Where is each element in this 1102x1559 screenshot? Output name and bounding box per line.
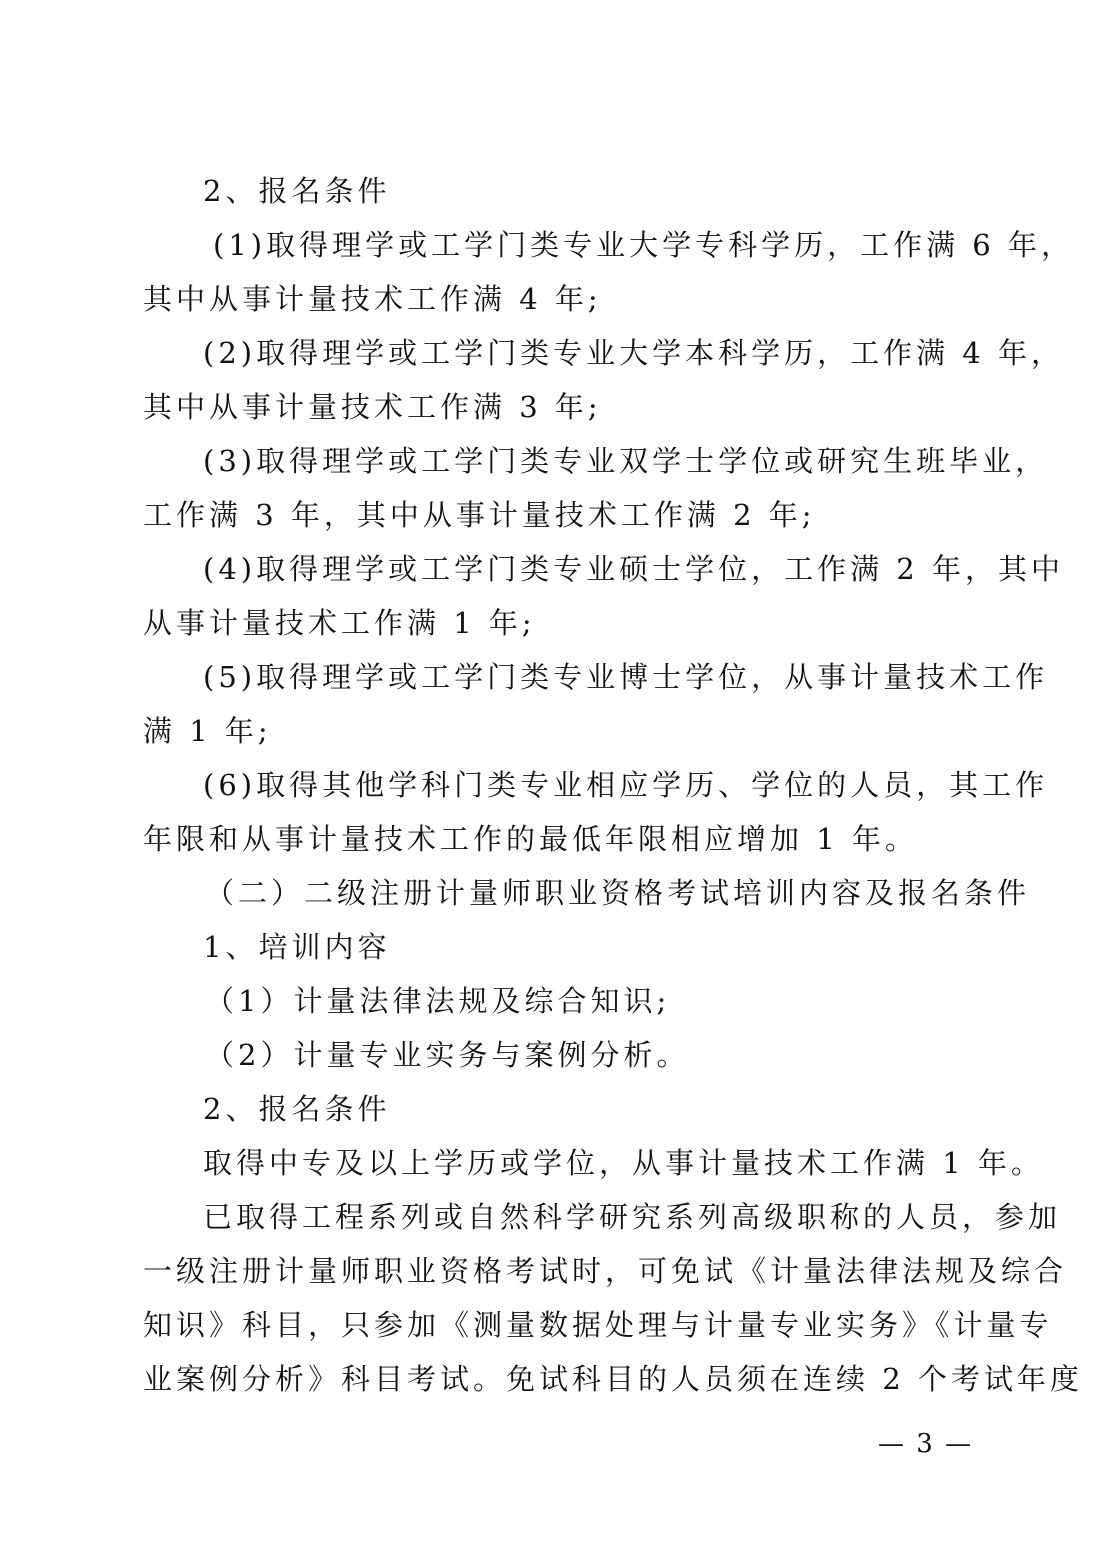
condition-3-line-2: 工作满 3 年，其中从事计量技术工作满 2 年; bbox=[143, 498, 816, 532]
exemption-line-4: 业案例分析》科目考试。免试科目的人员须在连续 2 个考试年度 bbox=[143, 1362, 1083, 1396]
condition-6-line-2: 年限和从事计量技术工作的最低年限相应增加 1 年。 bbox=[143, 822, 918, 856]
condition-1-line-1: (1)取得理学或工学门类专业大学专科学历，工作满 6 年， bbox=[213, 228, 1074, 262]
registration-condition-text: 取得中专及以上学历或学位，从事计量技术工作满 1 年。 bbox=[203, 1146, 1044, 1180]
exemption-line-1: 已取得工程系列或自然科学研究系列高级职称的人员，参加 bbox=[203, 1200, 1062, 1234]
page-number: — 3 — bbox=[878, 1429, 974, 1459]
condition-4-line-1: (4)取得理学或工学门类专业硕士学位，工作满 2 年，其中 bbox=[203, 552, 1064, 586]
heading-registration-conditions: 2、报名条件 bbox=[203, 174, 391, 208]
section-heading-level-2: （二）二级注册计量师职业资格考试培训内容及报名条件 bbox=[205, 876, 1031, 910]
condition-3-line-1: (3)取得理学或工学门类专业双学士学位或研究生班毕业， bbox=[203, 444, 1049, 478]
condition-1-line-2: 其中从事计量技术工作满 4 年; bbox=[143, 282, 602, 316]
condition-6-line-1: (6)取得其他学科门类专业相应学历、学位的人员，其工作 bbox=[203, 768, 1049, 802]
condition-4-line-2: 从事计量技术工作满 1 年; bbox=[143, 606, 536, 640]
condition-5-line-1: (5)取得理学或工学门类专业博士学位，从事计量技术工作 bbox=[203, 660, 1049, 694]
heading-registration-conditions-2: 2、报名条件 bbox=[203, 1092, 391, 1126]
condition-5-line-2: 满 1 年; bbox=[143, 714, 272, 748]
condition-2-line-1: (2)取得理学或工学门类专业大学本科学历，工作满 4 年， bbox=[203, 336, 1064, 370]
heading-training-content: 1、培训内容 bbox=[203, 930, 391, 964]
condition-2-line-2: 其中从事计量技术工作满 3 年; bbox=[143, 390, 602, 424]
exemption-line-3: 知识》科目，只参加《测量数据处理与计量专业实务》《计量专 bbox=[143, 1308, 1053, 1342]
training-item-2: （2）计量专业实务与案例分析。 bbox=[205, 1038, 690, 1072]
exemption-line-2: 一级注册计量师职业资格考试时，可免试《计量法律法规及综合 bbox=[143, 1254, 1068, 1288]
training-item-1: （1）计量法律法规及综合知识; bbox=[205, 984, 671, 1018]
